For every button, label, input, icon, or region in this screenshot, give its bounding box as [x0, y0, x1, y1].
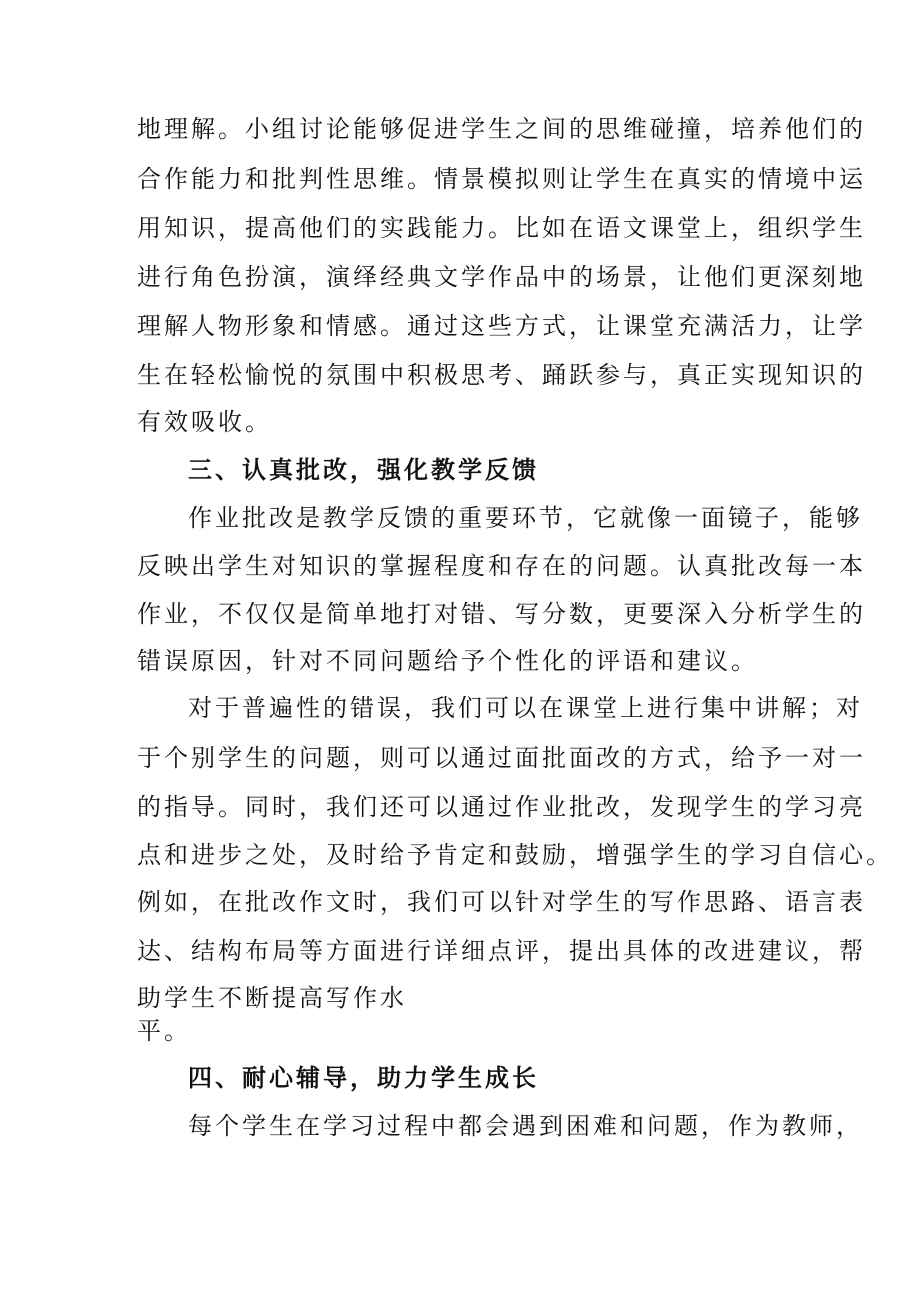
- paragraph-line: 达、结构布局等方面进行详细点评，提出具体的改进建议，帮: [137, 937, 866, 965]
- paragraph-line: 理解人物形象和情感。通过这些方式，让课堂充满活力，让学: [137, 312, 866, 340]
- paragraph-line: 有效吸收。: [137, 408, 272, 436]
- paragraph-line: 助学生不断提高写作水: [137, 984, 407, 1012]
- paragraph-line: 点和进步之处，及时给予肯定和鼓励，增强学生的学习自信心。: [137, 841, 893, 869]
- paragraph-line: 进行角色扮演，演绎经典文学作品中的场景，让他们更深刻地: [137, 263, 866, 291]
- paragraph-line: 作业，不仅仅是简单地打对错、写分数，更要深入分析学生的: [137, 600, 866, 628]
- paragraph-line: 用知识，提高他们的实践能力。比如在语文课堂上，组织学生: [137, 214, 866, 242]
- paragraph-line: 每个学生在学习过程中都会遇到困难和问题，作为教师，: [188, 1112, 863, 1140]
- paragraph-line: 地理解。小组讨论能够促进学生之间的思维碰撞，培养他们的: [137, 115, 866, 143]
- paragraph-line: 错误原因，针对不同问题给予个性化的评语和建议。: [137, 647, 758, 675]
- paragraph-line: 例如，在批改作文时，我们可以针对学生的写作思路、语言表: [137, 888, 866, 916]
- paragraph-line: 合作能力和批判性思维。情景模拟则让学生在真实的情境中运: [137, 165, 866, 193]
- section-heading-3: 三、认真批改，强化教学反馈: [188, 455, 539, 484]
- paragraph-line: 于个别学生的问题，则可以通过面批面改的方式，给予一对一: [137, 744, 866, 772]
- paragraph-line: 的指导。同时，我们还可以通过作业批改，发现学生的学习亮: [137, 793, 866, 821]
- paragraph-line: 生在轻松愉悦的氛围中积极思考、踊跃参与，真正实现知识的: [137, 361, 866, 389]
- paragraph-line: 反映出学生对知识的掌握程度和存在的问题。认真批改每一本: [137, 552, 866, 580]
- paragraph-line: 平。: [137, 1017, 191, 1045]
- paragraph-line: 对于普遍性的错误，我们可以在课堂上进行集中讲解；对: [188, 694, 863, 722]
- paragraph-line: 作业批改是教学反馈的重要环节，它就像一面镜子，能够: [188, 504, 863, 532]
- section-heading-4: 四、耐心辅导，助力学生成长: [188, 1063, 539, 1092]
